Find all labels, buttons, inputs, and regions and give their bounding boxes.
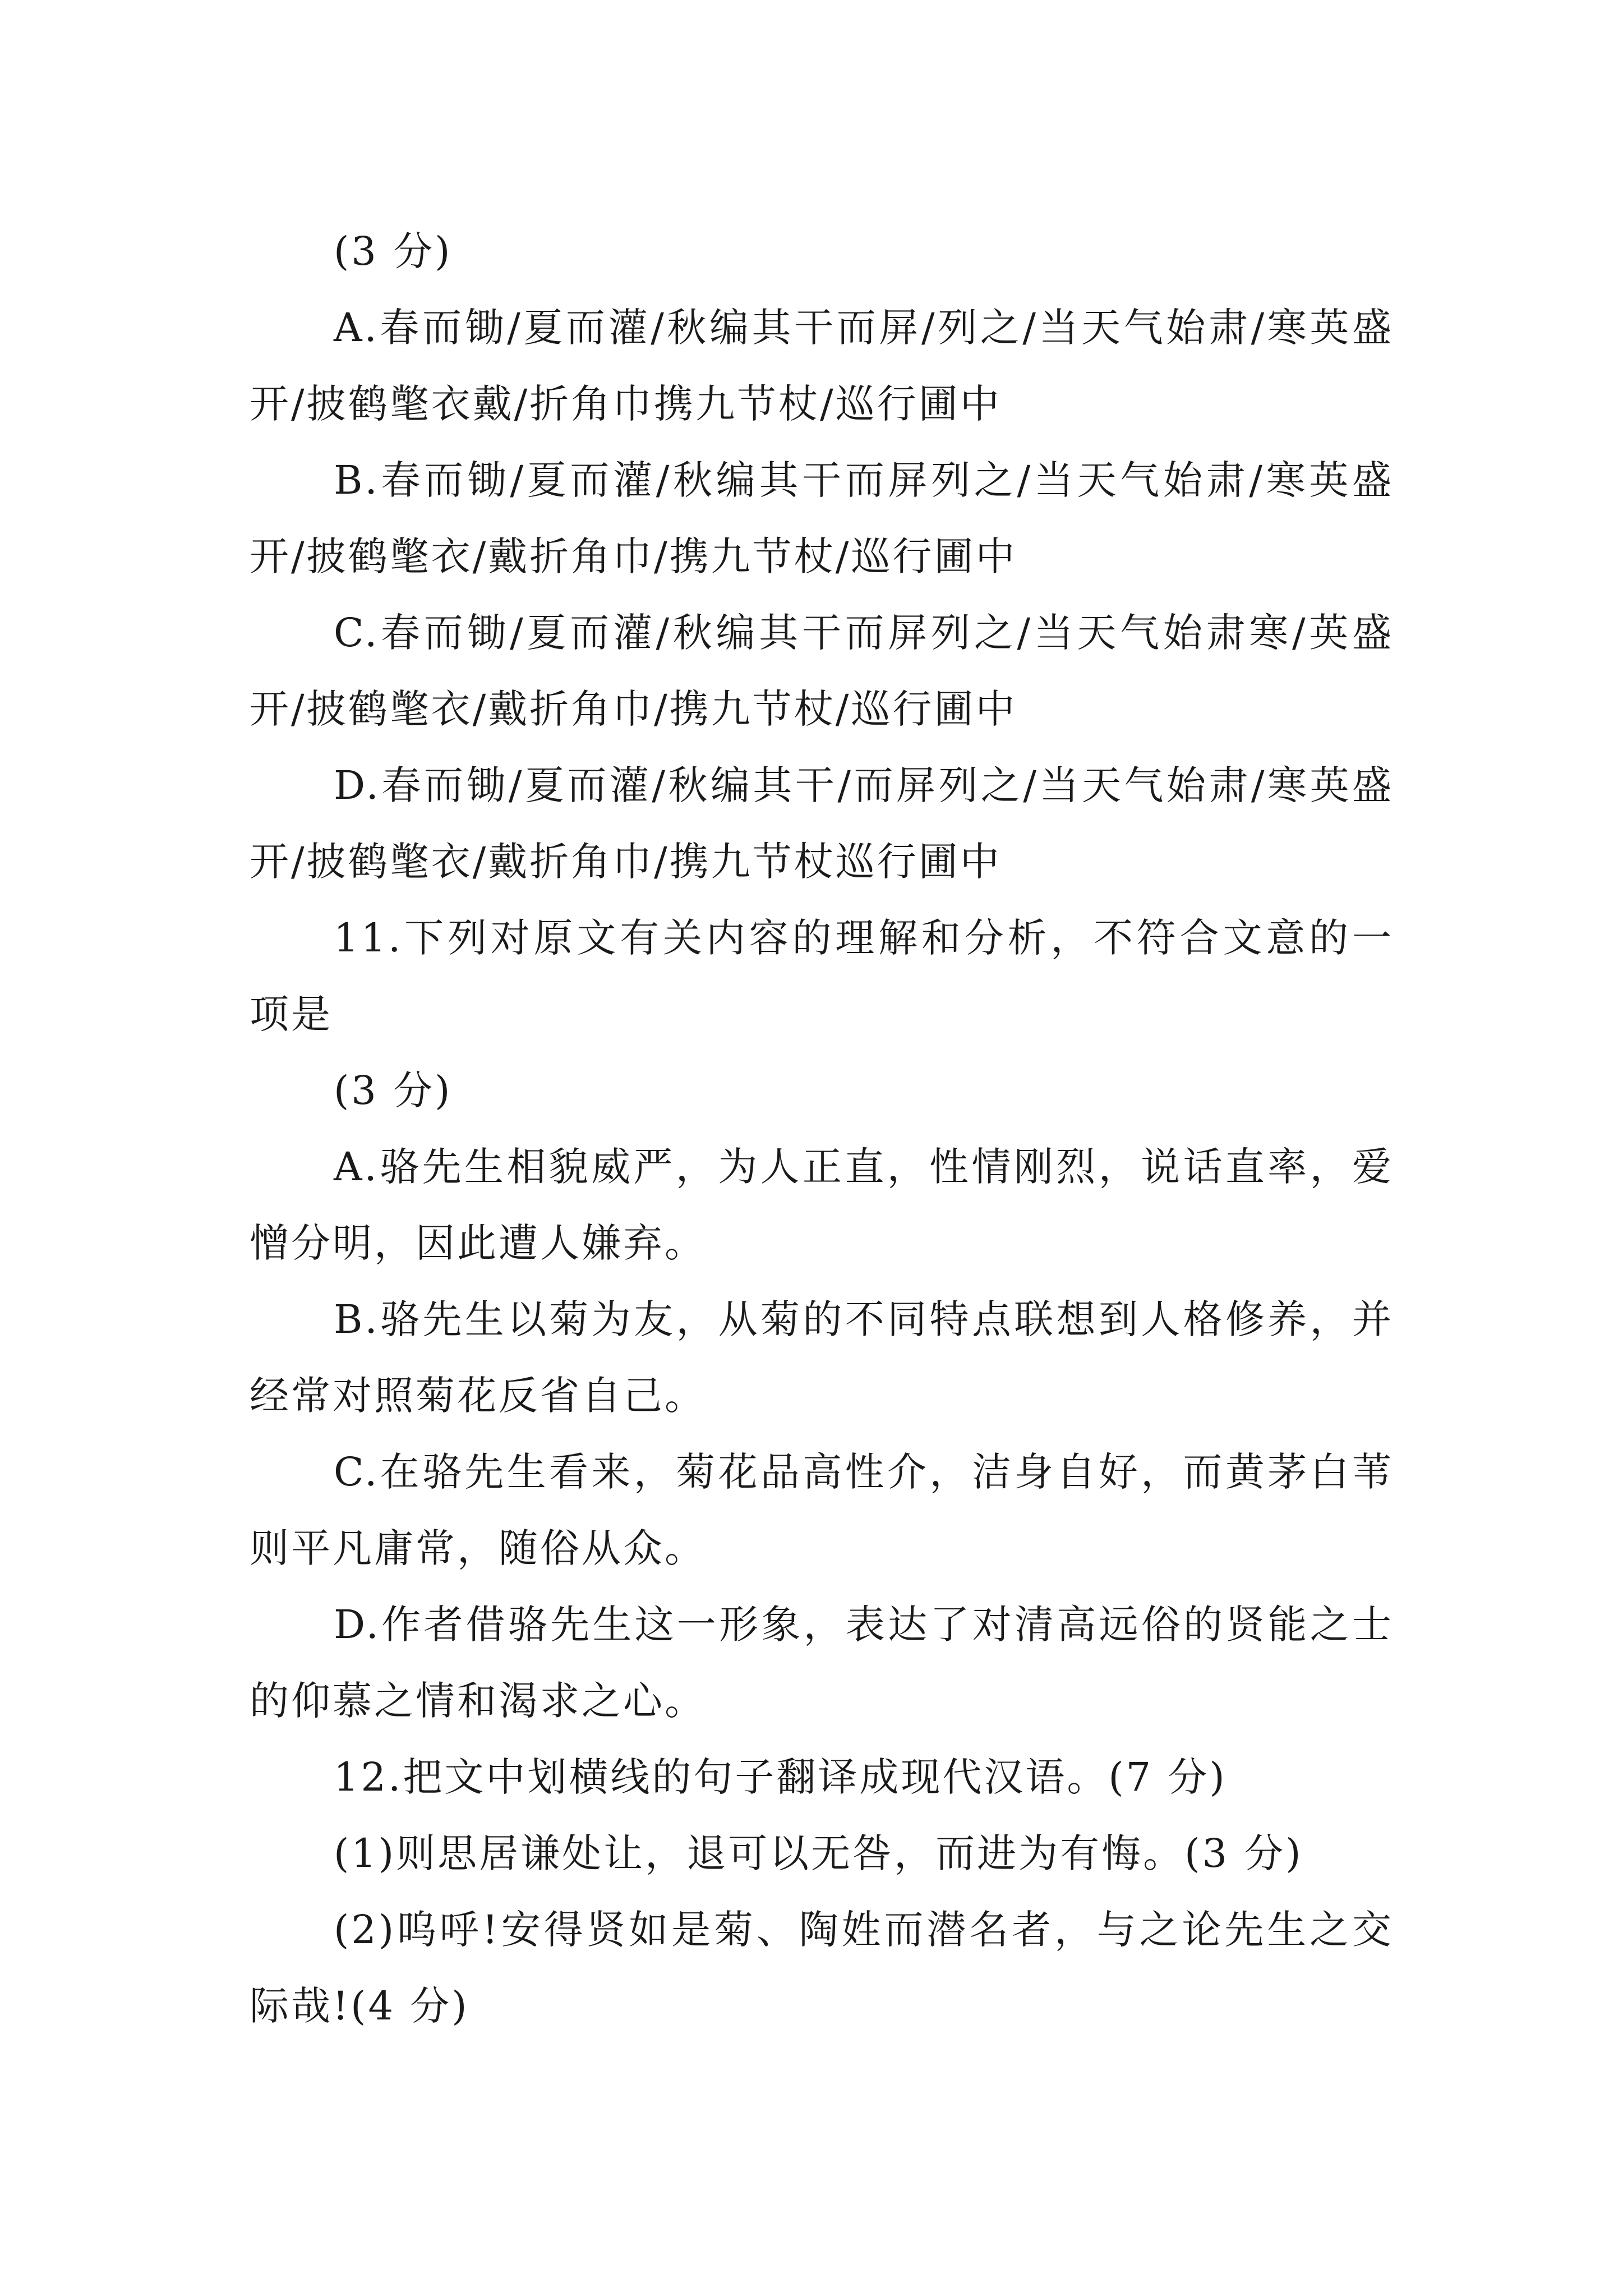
document-body bbox=[250, 213, 1394, 2044]
question-12-part-1: (1)则思居谦处让，退可以无咎，而进为有悔。(3 分) bbox=[334, 1830, 1303, 1876]
question-12: 12.把文中划横线的句子翻译成现代汉语。(7 分) bbox=[334, 1754, 1227, 1800]
option-b-q10: B.春而锄/夏而灌/秋编其干而屏列之/当天气始肃/寒英盛开/披鹤氅衣/戴折角巾/携九节杖/巡行圃中 bbox=[250, 457, 1394, 579]
score-note: (3 分) bbox=[334, 228, 453, 274]
option-d-q11: D.作者借骆先生这一形象，表达了对清高远俗的贤能之士的仰慕之情和渴求之心。 bbox=[250, 1602, 1394, 1724]
option-c-q11: C.在骆先生看来，菊花品高性介，洁身自好，而黄茅白苇则平凡庸常，随俗从众。 bbox=[250, 1449, 1394, 1571]
option-b-q11: B.骆先生以菊为友，从菊的不同特点联想到人格修养，并经常对照菊花反省自己。 bbox=[250, 1296, 1394, 1419]
score-note: (3 分) bbox=[334, 1068, 453, 1114]
question-11: 11.下列对原文有关内容的理解和分析，不符合文意的一项是 bbox=[250, 915, 1394, 1037]
option-c-q10: C.春而锄/夏而灌/秋编其干而屏列之/当天气始肃寒/英盛开/披鹤氅衣/戴折角巾/携九节杖/巡行圃中 bbox=[250, 610, 1394, 732]
option-a-q10: A.春而锄/夏而灌/秋编其干而屏/列之/当天气始肃/寒英盛开/披鹤氅衣戴/折角巾携九节杖/巡行圃中 bbox=[250, 305, 1394, 427]
option-a-q11: A.骆先生相貌威严，为人正直，性情刚烈，说话直率，爱憎分明，因此遭人嫌弃。 bbox=[250, 1144, 1394, 1266]
question-12-part-2: (2)呜呼!安得贤如是菊、陶姓而潜名者，与之论先生之交际哉!(4 分) bbox=[250, 1907, 1394, 2029]
option-d-q10: D.春而锄/夏而灌/秋编其干/而屏列之/当天气始肃/寒英盛开/披鹤氅衣/戴折角巾/携九节杖巡行圃中 bbox=[250, 762, 1394, 885]
